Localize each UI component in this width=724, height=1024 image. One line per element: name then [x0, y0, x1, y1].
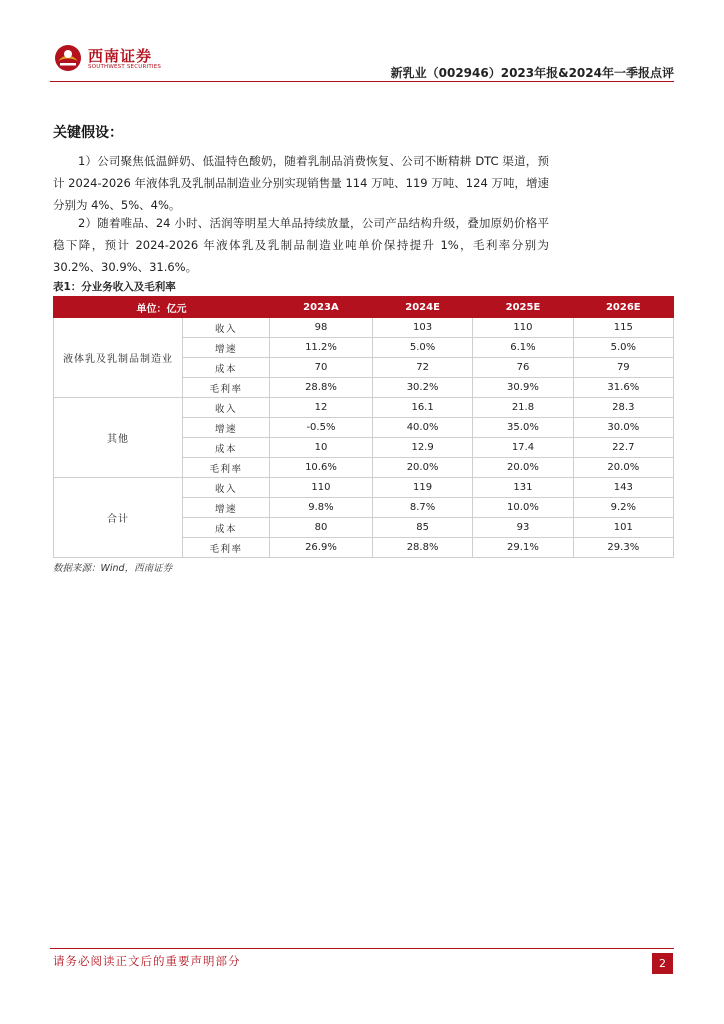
footer-divider [50, 948, 674, 949]
table-cell: 101 [573, 518, 673, 538]
table-cell: 9.8% [270, 498, 373, 518]
table-cell: 35.0% [473, 418, 573, 438]
metric-label: 收入 [183, 398, 270, 418]
metric-label: 收入 [183, 478, 270, 498]
table-cell: 26.9% [270, 538, 373, 558]
table-cell: 110 [473, 318, 573, 338]
metric-label: 收入 [183, 318, 270, 338]
table-cell: 85 [372, 518, 472, 538]
table-cell: 8.7% [372, 498, 472, 518]
table-cell: 28.3 [573, 398, 673, 418]
metric-label: 增速 [183, 418, 270, 438]
report-title: 新乳业（002946）2023年报&2024年一季报点评 [390, 66, 674, 80]
table-cell: 40.0% [372, 418, 472, 438]
page-number: 2 [652, 953, 673, 974]
table-caption: 表1：分业务收入及毛利率 [53, 281, 176, 293]
table-cell: 143 [573, 478, 673, 498]
table-cell: 28.8% [270, 378, 373, 398]
metric-label: 增速 [183, 498, 270, 518]
assumption-paragraph-1: 1）公司聚焦低温鲜奶、低温特色酸奶，随着乳制品消费恢复、公司不断精耕 DTC 渠道，预计 2024-2026 年液体乳及乳制品制造业分别实现销售量 114 万吨、119 万吨、124 万吨，增速分别为 4%、5%、4%。 [53, 154, 549, 212]
table-header-row [54, 297, 674, 318]
table-cell: 20.0% [473, 458, 573, 478]
table-cell: 5.0% [372, 338, 472, 358]
unit-header: 单位：亿元 [54, 297, 270, 318]
section-title: 关键假设： [53, 125, 123, 141]
business-revenue-table [53, 296, 674, 558]
table-cell: 10 [270, 438, 373, 458]
table-cell: 72 [372, 358, 472, 378]
page-header [0, 0, 724, 82]
table-cell: 28.8% [372, 538, 472, 558]
metric-label: 毛利率 [183, 458, 270, 478]
table-cell: 10.6% [270, 458, 373, 478]
metric-label: 毛利率 [183, 538, 270, 558]
footer-disclaimer: 请务必阅读正文后的重要声明部分 [53, 954, 241, 968]
table-row [54, 478, 674, 498]
table-cell: 115 [573, 318, 673, 338]
header-divider [50, 81, 674, 82]
year-header: 2026E [573, 297, 673, 318]
data-source-note: 数据来源：Wind，西南证券 [53, 563, 173, 574]
table-cell: 17.4 [473, 438, 573, 458]
table-cell: 12.9 [372, 438, 472, 458]
table-cell: 12 [270, 398, 373, 418]
table-cell: 30.0% [573, 418, 673, 438]
table-cell: 131 [473, 478, 573, 498]
table-cell: 98 [270, 318, 373, 338]
table-cell: 80 [270, 518, 373, 538]
group-label: 合计 [54, 478, 183, 558]
table-cell: 29.3% [573, 538, 673, 558]
table-cell: 31.6% [573, 378, 673, 398]
table-cell: 20.0% [573, 458, 673, 478]
table-cell: 16.1 [372, 398, 472, 418]
table-cell: 30.2% [372, 378, 472, 398]
table-cell: 30.9% [473, 378, 573, 398]
table-cell: 93 [473, 518, 573, 538]
year-header: 2025E [473, 297, 573, 318]
table-cell: 5.0% [573, 338, 673, 358]
year-header: 2024E [372, 297, 472, 318]
metric-label: 增速 [183, 338, 270, 358]
table-cell: 29.1% [473, 538, 573, 558]
metric-label: 成本 [183, 358, 270, 378]
table-cell: 6.1% [473, 338, 573, 358]
table-cell: 76 [473, 358, 573, 378]
assumption-paragraph-2: 2）随着唯品、24 小时、活润等明星大单品持续放量，公司产品结构升级，叠加原奶价格平稳下降，预计 2024-2026 年液体乳及乳制品制造业吨单价保持提升 1%，毛利率分别为 30.2%、30.9%、31.6%。 [53, 216, 549, 274]
table-cell: 20.0% [372, 458, 472, 478]
brand-name-en: SOUTHWEST SECURITIES [88, 64, 162, 70]
table-cell: 103 [372, 318, 472, 338]
table-cell: 9.2% [573, 498, 673, 518]
table-cell: -0.5% [270, 418, 373, 438]
table-cell: 119 [372, 478, 472, 498]
metric-label: 成本 [183, 518, 270, 538]
table-cell: 10.0% [473, 498, 573, 518]
table-cell: 21.8 [473, 398, 573, 418]
table-cell: 110 [270, 478, 373, 498]
table-cell: 70 [270, 358, 373, 378]
table-cell: 79 [573, 358, 673, 378]
group-label: 其他 [54, 398, 183, 478]
table-row [54, 398, 674, 418]
table-cell: 22.7 [573, 438, 673, 458]
southwest-securities-logo-icon [54, 44, 82, 72]
year-header: 2023A [270, 297, 373, 318]
metric-label: 成本 [183, 438, 270, 458]
table-cell: 11.2% [270, 338, 373, 358]
brand-name-cn: 西南证券 [88, 47, 153, 65]
metric-label: 毛利率 [183, 378, 270, 398]
table-row [54, 318, 674, 338]
group-label: 液体乳及乳制品制造业 [54, 318, 183, 398]
